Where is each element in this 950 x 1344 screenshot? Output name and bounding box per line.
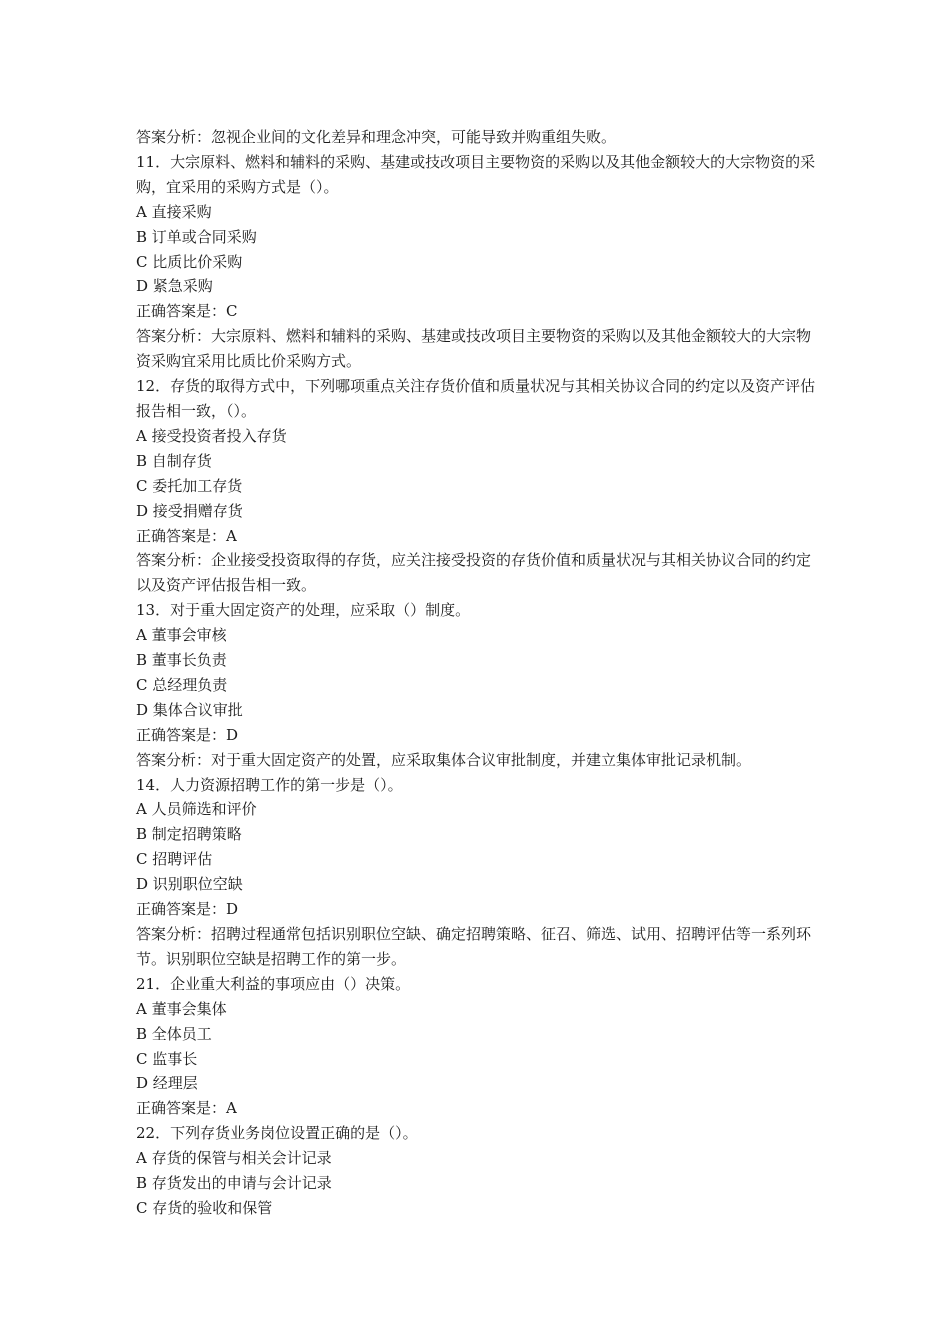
option-c: C 招聘评估 <box>136 850 213 869</box>
option-a: A 存货的保管与相关会计记录 <box>136 1149 332 1168</box>
question-22: 22．下列存货业务岗位设置正确的是（）。 <box>136 1124 418 1143</box>
correct-answer: 正确答案是：D <box>136 725 239 744</box>
analysis-text: 答案分析：忽视企业间的文化差异和理念冲突，可能导致并购重组失败。 <box>136 128 617 146</box>
option-c: C 存货的验收和保管 <box>136 1198 273 1217</box>
option-a: A 董事会审核 <box>136 626 227 645</box>
question-11: 11．大宗原料、燃料和辅料的采购、基建或技改项目主要物资的采购以及其他金额较大的大宗物资的采购，宜采用的采购方式是（）。 <box>136 152 816 196</box>
option-a: A 董事会集体 <box>136 999 227 1018</box>
question-14: 14．人力资源招聘工作的第一步是（）。 <box>136 775 403 794</box>
option-d: D 识别职位空缺 <box>136 875 243 894</box>
option-d: D 接受捐赠存货 <box>136 501 243 520</box>
option-b: B 全体员工 <box>136 1024 212 1043</box>
option-c: C 比质比价采购 <box>136 252 243 271</box>
option-b: B 订单或合同采购 <box>136 227 257 246</box>
option-b: B 制定招聘策略 <box>136 825 242 844</box>
analysis-text: 答案分析：招聘过程通常包括识别职位空缺、确定招聘策略、征召、筛选、试用、招聘评估等一系列环节。识别职位空缺是招聘工作的第一步。 <box>136 925 812 968</box>
option-d: D 集体合议审批 <box>136 700 243 719</box>
analysis-text: 答案分析：企业接受投资取得的存货，应关注接受投资的存货价值和质量状况与其相关协议合同的约定以及资产评估报告相一致。 <box>136 551 812 595</box>
option-d: D 经理层 <box>136 1074 198 1093</box>
analysis-text: 答案分析：对于重大固定资产的处置，应采取集体合议审批制度，并建立集体审批记录机制。 <box>136 750 752 769</box>
option-b: B 自制存货 <box>136 451 212 470</box>
question-12: 12．存货的取得方式中，下列哪项重点关注存货价值和质量状况与其相关协议合同的约定以及资产评估报告相一致，（）。 <box>136 377 816 420</box>
option-d: D 紧急采购 <box>136 277 213 296</box>
option-b: B 董事长负责 <box>136 651 227 670</box>
option-c: C 委托加工存货 <box>136 476 243 495</box>
correct-answer: 正确答案是：A <box>136 526 237 545</box>
option-a: A 人员筛选和评价 <box>136 800 257 819</box>
correct-answer: 正确答案是：D <box>136 900 239 919</box>
document-page <box>136 125 821 1221</box>
correct-answer: 正确答案是：A <box>136 1099 237 1118</box>
option-a: A 直接采购 <box>136 202 212 221</box>
option-c: C 监事长 <box>136 1049 198 1068</box>
option-a: A 接受投资者投入存货 <box>136 426 287 445</box>
question-21: 21．企业重大利益的事项应由（）决策。 <box>136 974 411 993</box>
analysis-text: 答案分析：大宗原料、燃料和辅料的采购、基建或技改项目主要物资的采购以及其他金额较大的大宗物资采购宜采用比质比价采购方式。 <box>136 327 812 371</box>
option-b: B 存货发出的申请与会计记录 <box>136 1174 332 1193</box>
question-13: 13．对于重大固定资产的处理，应采取（）制度。 <box>136 601 471 620</box>
option-c: C 总经理负责 <box>136 675 228 694</box>
correct-answer: 正确答案是：C <box>136 302 238 321</box>
